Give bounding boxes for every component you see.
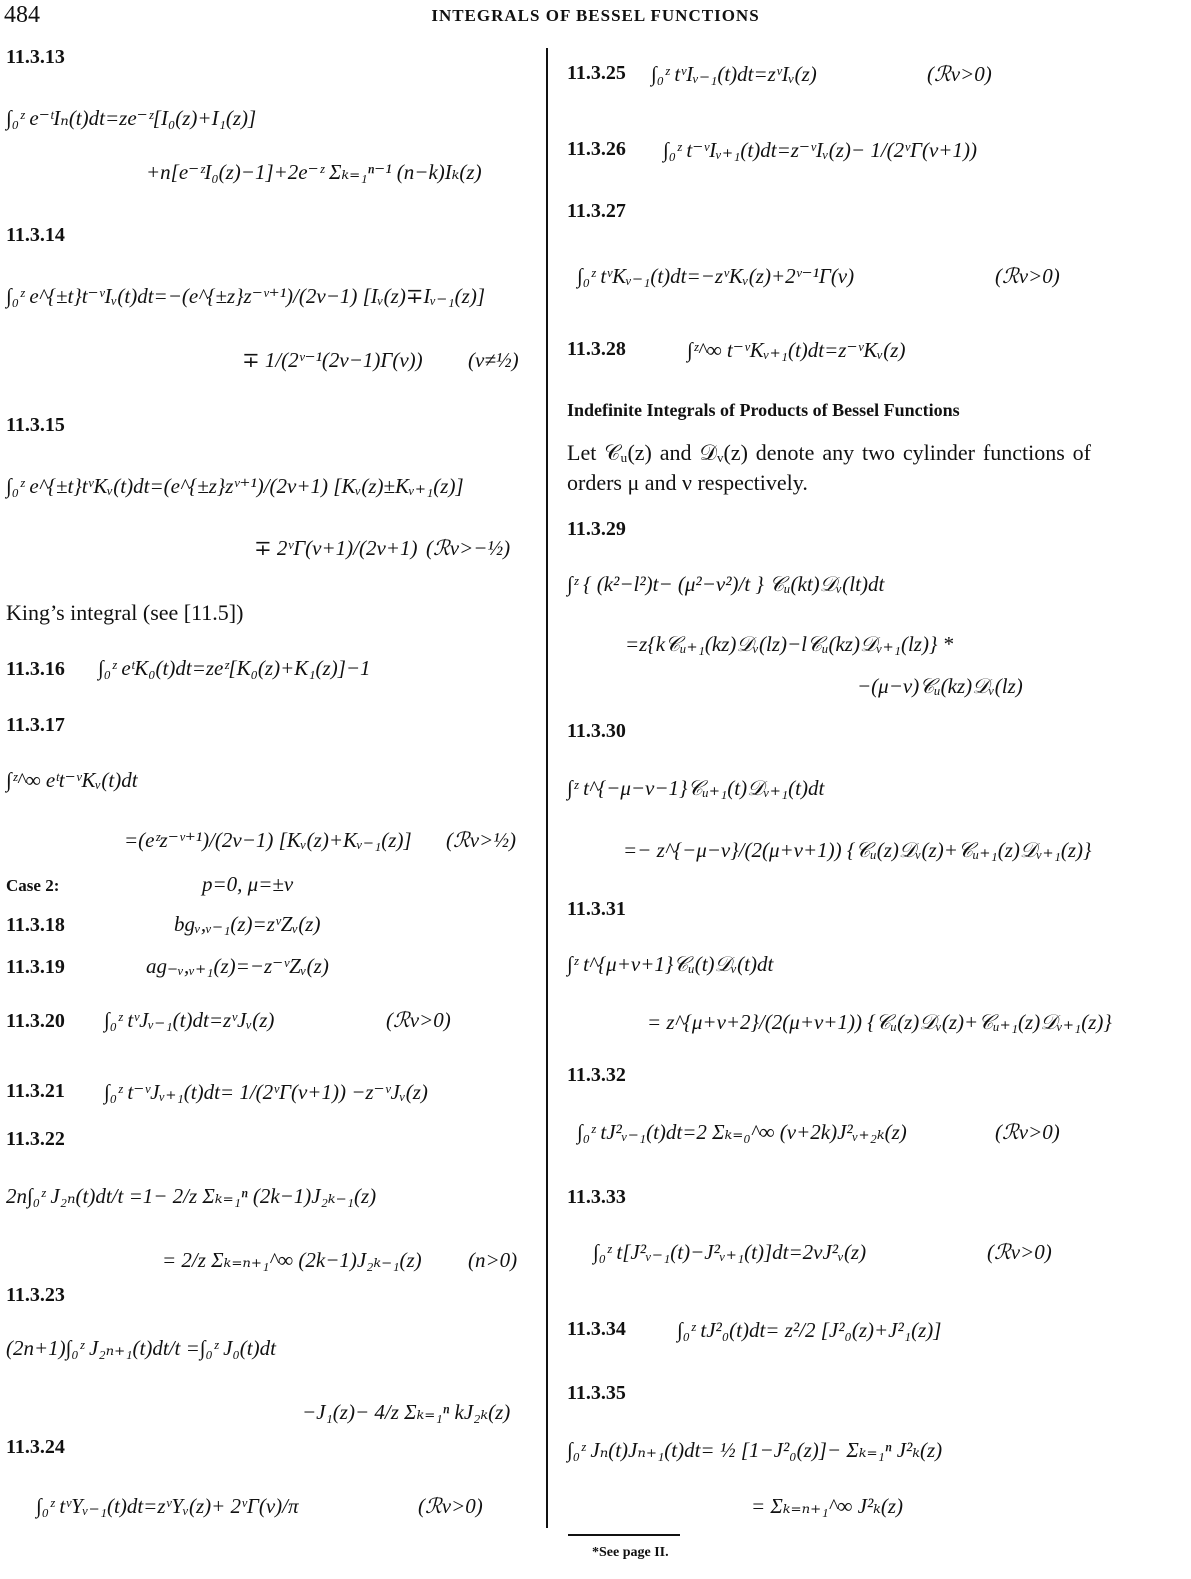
equation-line: (2n+1)∫₀ᶻ J₂ₙ₊₁(t)dt/t =∫₀ᶻ J₀(t)dt bbox=[6, 1336, 276, 1360]
equation-line: ∫ᶻ t^{μ+ν+1}𝒞ᵤ(t)𝒟ᵥ(t)dt bbox=[567, 952, 774, 976]
footnote-rule bbox=[568, 1534, 680, 1536]
eq-number: 11.3.28 bbox=[567, 338, 626, 360]
equation-line: ∫₀ᶻ e^{±t}t⁻ᵛIᵥ(t)dt=−(e^{±z}z⁻ᵛ⁺¹)/(2ν−1) [Iᵥ(z)∓Iᵥ₋₁(z)] bbox=[6, 284, 485, 308]
equation-condition: (n>0) bbox=[468, 1248, 518, 1272]
equation-line: ∫₀ᶻ e^{±t}tᵛKᵥ(t)dt=(e^{±z}zᵛ⁺¹)/(2ν+1) [Kᵥ(z)±Kᵥ₊₁(z)] bbox=[6, 474, 464, 498]
eq-number: 11.3.13 bbox=[6, 46, 65, 68]
equation-line: ∫₀ᶻ t⁻ᵛJᵥ₊₁(t)dt= 1/(2ᵛΓ(ν+1)) −z⁻ᵛJᵥ(z) bbox=[104, 1080, 428, 1104]
equation-condition: (ℛν>0) bbox=[995, 1120, 1060, 1144]
equation-line: ∫₀ᶻ t⁻ᵛIᵥ₊₁(t)dt=z⁻ᵛIᵥ(z)− 1/(2ᵛΓ(ν+1)) bbox=[663, 138, 977, 162]
eq-number: 11.3.26 bbox=[567, 138, 626, 160]
equation-line: =(eᶻz⁻ᵛ⁺¹)/(2ν−1) [Kᵥ(z)+Kᵥ₋₁(z)] bbox=[124, 828, 412, 852]
equation-line: ∫₀ᶻ e⁻ᵗIₙ(t)dt=ze⁻ᶻ[I₀(z)+I₁(z)] bbox=[6, 106, 257, 130]
eq-number: 11.3.20 bbox=[6, 1010, 65, 1032]
page-header bbox=[0, 0, 1191, 32]
eq-number: 11.3.22 bbox=[6, 1128, 65, 1150]
equation-condition: (ℛν>0) bbox=[386, 1008, 451, 1032]
eq-number: 11.3.19 bbox=[6, 956, 65, 978]
equation-line: ∫₀ᶻ tᵛIᵥ₋₁(t)dt=zᵛIᵥ(z) bbox=[651, 62, 817, 86]
equation-line: −J₁(z)− 4/z Σₖ₌₁ⁿ kJ₂ₖ(z) bbox=[302, 1400, 511, 1424]
equation-line: ∫₀ᶻ eᵗK₀(t)dt=zeᶻ[K₀(z)+K₁(z)]−1 bbox=[98, 656, 371, 680]
eq-number: 11.3.15 bbox=[6, 414, 65, 436]
equation-line: = Σₖ₌ₙ₊₁^∞ J²ₖ(z) bbox=[751, 1494, 904, 1518]
equation-condition: (ℛν>0) bbox=[987, 1240, 1052, 1264]
equation-line: ∫₀ᶻ t[J²ᵥ₋₁(t)−J²ᵥ₊₁(t)]dt=2νJ²ᵥ(z) bbox=[593, 1240, 867, 1264]
equation-line: +n[e⁻ᶻI₀(z)−1]+2e⁻ᶻ Σₖ₌₁ⁿ⁻¹ (n−k)Iₖ(z) bbox=[146, 160, 482, 184]
equation-line: ∫₀ᶻ tᵛKᵥ₋₁(t)dt=−zᵛKᵥ(z)+2ᵛ⁻¹Γ(ν) bbox=[577, 264, 855, 288]
equation-line: −(μ−ν)𝒞ᵤ(kz)𝒟ᵥ(lz) bbox=[857, 674, 1023, 698]
equation-condition: (ℛν>0) bbox=[995, 264, 1060, 288]
equation-condition: (ℛν>−½) bbox=[426, 536, 511, 560]
equation-line: ∫ᶻ { (k²−l²)t− (μ²−ν²)/t } 𝒞ᵤ(kt)𝒟ᵥ(lt)dt bbox=[567, 572, 885, 596]
equation-line: ∫₀ᶻ tJ²₀(t)dt= z²/2 [J²₀(z)+J²₁(z)] bbox=[677, 1318, 942, 1342]
equation-line: ∫₀ᶻ Jₙ(t)Jₙ₊₁(t)dt= ½ [1−J²₀(z)]− Σₖ₌₁ⁿ J²ₖ(z) bbox=[567, 1438, 943, 1462]
running-title: INTEGRALS OF BESSEL FUNCTIONS bbox=[431, 6, 760, 25]
column-divider bbox=[546, 48, 548, 1528]
eq-number: 11.3.18 bbox=[6, 914, 65, 936]
eq-number: 11.3.32 bbox=[567, 1064, 626, 1086]
equation-line: ∓ 1/(2ᵛ⁻¹(2ν−1)Γ(ν)) bbox=[242, 348, 423, 372]
paragraph: Let 𝒞ᵤ(z) and 𝒟ᵥ(z) denote any two cylinder functions of orders μ and ν respectively. bbox=[567, 440, 1091, 495]
eq-number: 11.3.35 bbox=[567, 1382, 626, 1404]
eq-number: 11.3.14 bbox=[6, 224, 65, 246]
equation-line: =z{k𝒞ᵤ₊₁(kz)𝒟ᵥ(lz)−l𝒞ᵤ(kz)𝒟ᵥ₊₁(lz)} * bbox=[625, 632, 954, 656]
equation-line: bgᵥ,ᵥ₋₁(z)=zᵛZᵥ(z) bbox=[174, 912, 321, 936]
equation-condition: (ℛν>0) bbox=[418, 1494, 483, 1518]
equation-line: ∫ᶻ t^{−μ−ν−1}𝒞ᵤ₊₁(t)𝒟ᵥ₊₁(t)dt bbox=[567, 776, 825, 800]
section-label: King’s integral (see [11.5]) bbox=[6, 600, 244, 625]
eq-number: 11.3.29 bbox=[567, 518, 626, 540]
footnote: *See page II. bbox=[592, 1545, 669, 1560]
eq-number: 11.3.17 bbox=[6, 714, 65, 736]
equation-line: ag₋ᵥ,ᵥ₊₁(z)=−z⁻ᵛZᵥ(z) bbox=[146, 954, 329, 978]
equation-line: ∫₀ᶻ tᵛYᵥ₋₁(t)dt=zᵛYᵥ(z)+ 2ᵛΓ(ν)/π bbox=[36, 1494, 299, 1518]
equation-line: 2n∫₀ᶻ J₂ₙ(t)dt/t =1− 2/z Σₖ₌₁ⁿ (2k−1)J₂ₖ₋₁(z) bbox=[6, 1184, 377, 1208]
equation-line: ∓ 2ᵛΓ(ν+1)/(2ν+1) bbox=[254, 536, 418, 560]
equation-line: ∫ᶻ^∞ eᵗt⁻ᵛKᵥ(t)dt bbox=[6, 768, 138, 792]
eq-number: 11.3.21 bbox=[6, 1080, 65, 1102]
eq-number: 11.3.16 bbox=[6, 658, 65, 680]
equation-line: ∫₀ᶻ tᵛJᵥ₋₁(t)dt=zᵛJᵥ(z) bbox=[104, 1008, 275, 1032]
eq-number: 11.3.31 bbox=[567, 898, 626, 920]
equation-line: =− z^{−μ−ν}/(2(μ+ν+1)) {𝒞ᵤ(z)𝒟ᵥ(z)+𝒞ᵤ₊₁(z)𝒟ᵥ₊₁(z)} bbox=[623, 838, 1092, 862]
eq-number: 11.3.25 bbox=[567, 62, 626, 84]
equation-line: = 2/z Σₖ₌ₙ₊₁^∞ (2k−1)J₂ₖ₋₁(z) bbox=[162, 1248, 422, 1272]
equation-condition: (ν≠½) bbox=[468, 348, 519, 372]
eq-number: 11.3.27 bbox=[567, 200, 626, 222]
eq-number: 11.3.23 bbox=[6, 1284, 65, 1306]
equation-condition: (ℛν>½) bbox=[446, 828, 516, 852]
equation-line: = z^{μ+ν+2}/(2(μ+ν+1)) {𝒞ᵤ(z)𝒟ᵥ(z)+𝒞ᵤ₊₁(z)𝒟ᵥ₊₁(z)} bbox=[647, 1010, 1112, 1034]
case-label: Case 2: bbox=[6, 876, 60, 895]
section-heading: Indefinite Integrals of Products of Bessel Functions bbox=[567, 400, 960, 420]
eq-number: 11.3.34 bbox=[567, 1318, 626, 1340]
page-number: 484 bbox=[4, 2, 40, 28]
equation-line: ∫ᶻ^∞ t⁻ᵛKᵥ₊₁(t)dt=z⁻ᵛKᵥ(z) bbox=[687, 338, 906, 362]
eq-number: 11.3.30 bbox=[567, 720, 626, 742]
case-equation: p=0, μ=±ν bbox=[202, 872, 294, 896]
equation-condition: (ℛν>0) bbox=[927, 62, 992, 86]
eq-number: 11.3.33 bbox=[567, 1186, 626, 1208]
equation-line: ∫₀ᶻ tJ²ᵥ₋₁(t)dt=2 Σₖ₌₀^∞ (ν+2k)J²ᵥ₊₂ₖ(z) bbox=[577, 1120, 907, 1144]
eq-number: 11.3.24 bbox=[6, 1436, 65, 1458]
